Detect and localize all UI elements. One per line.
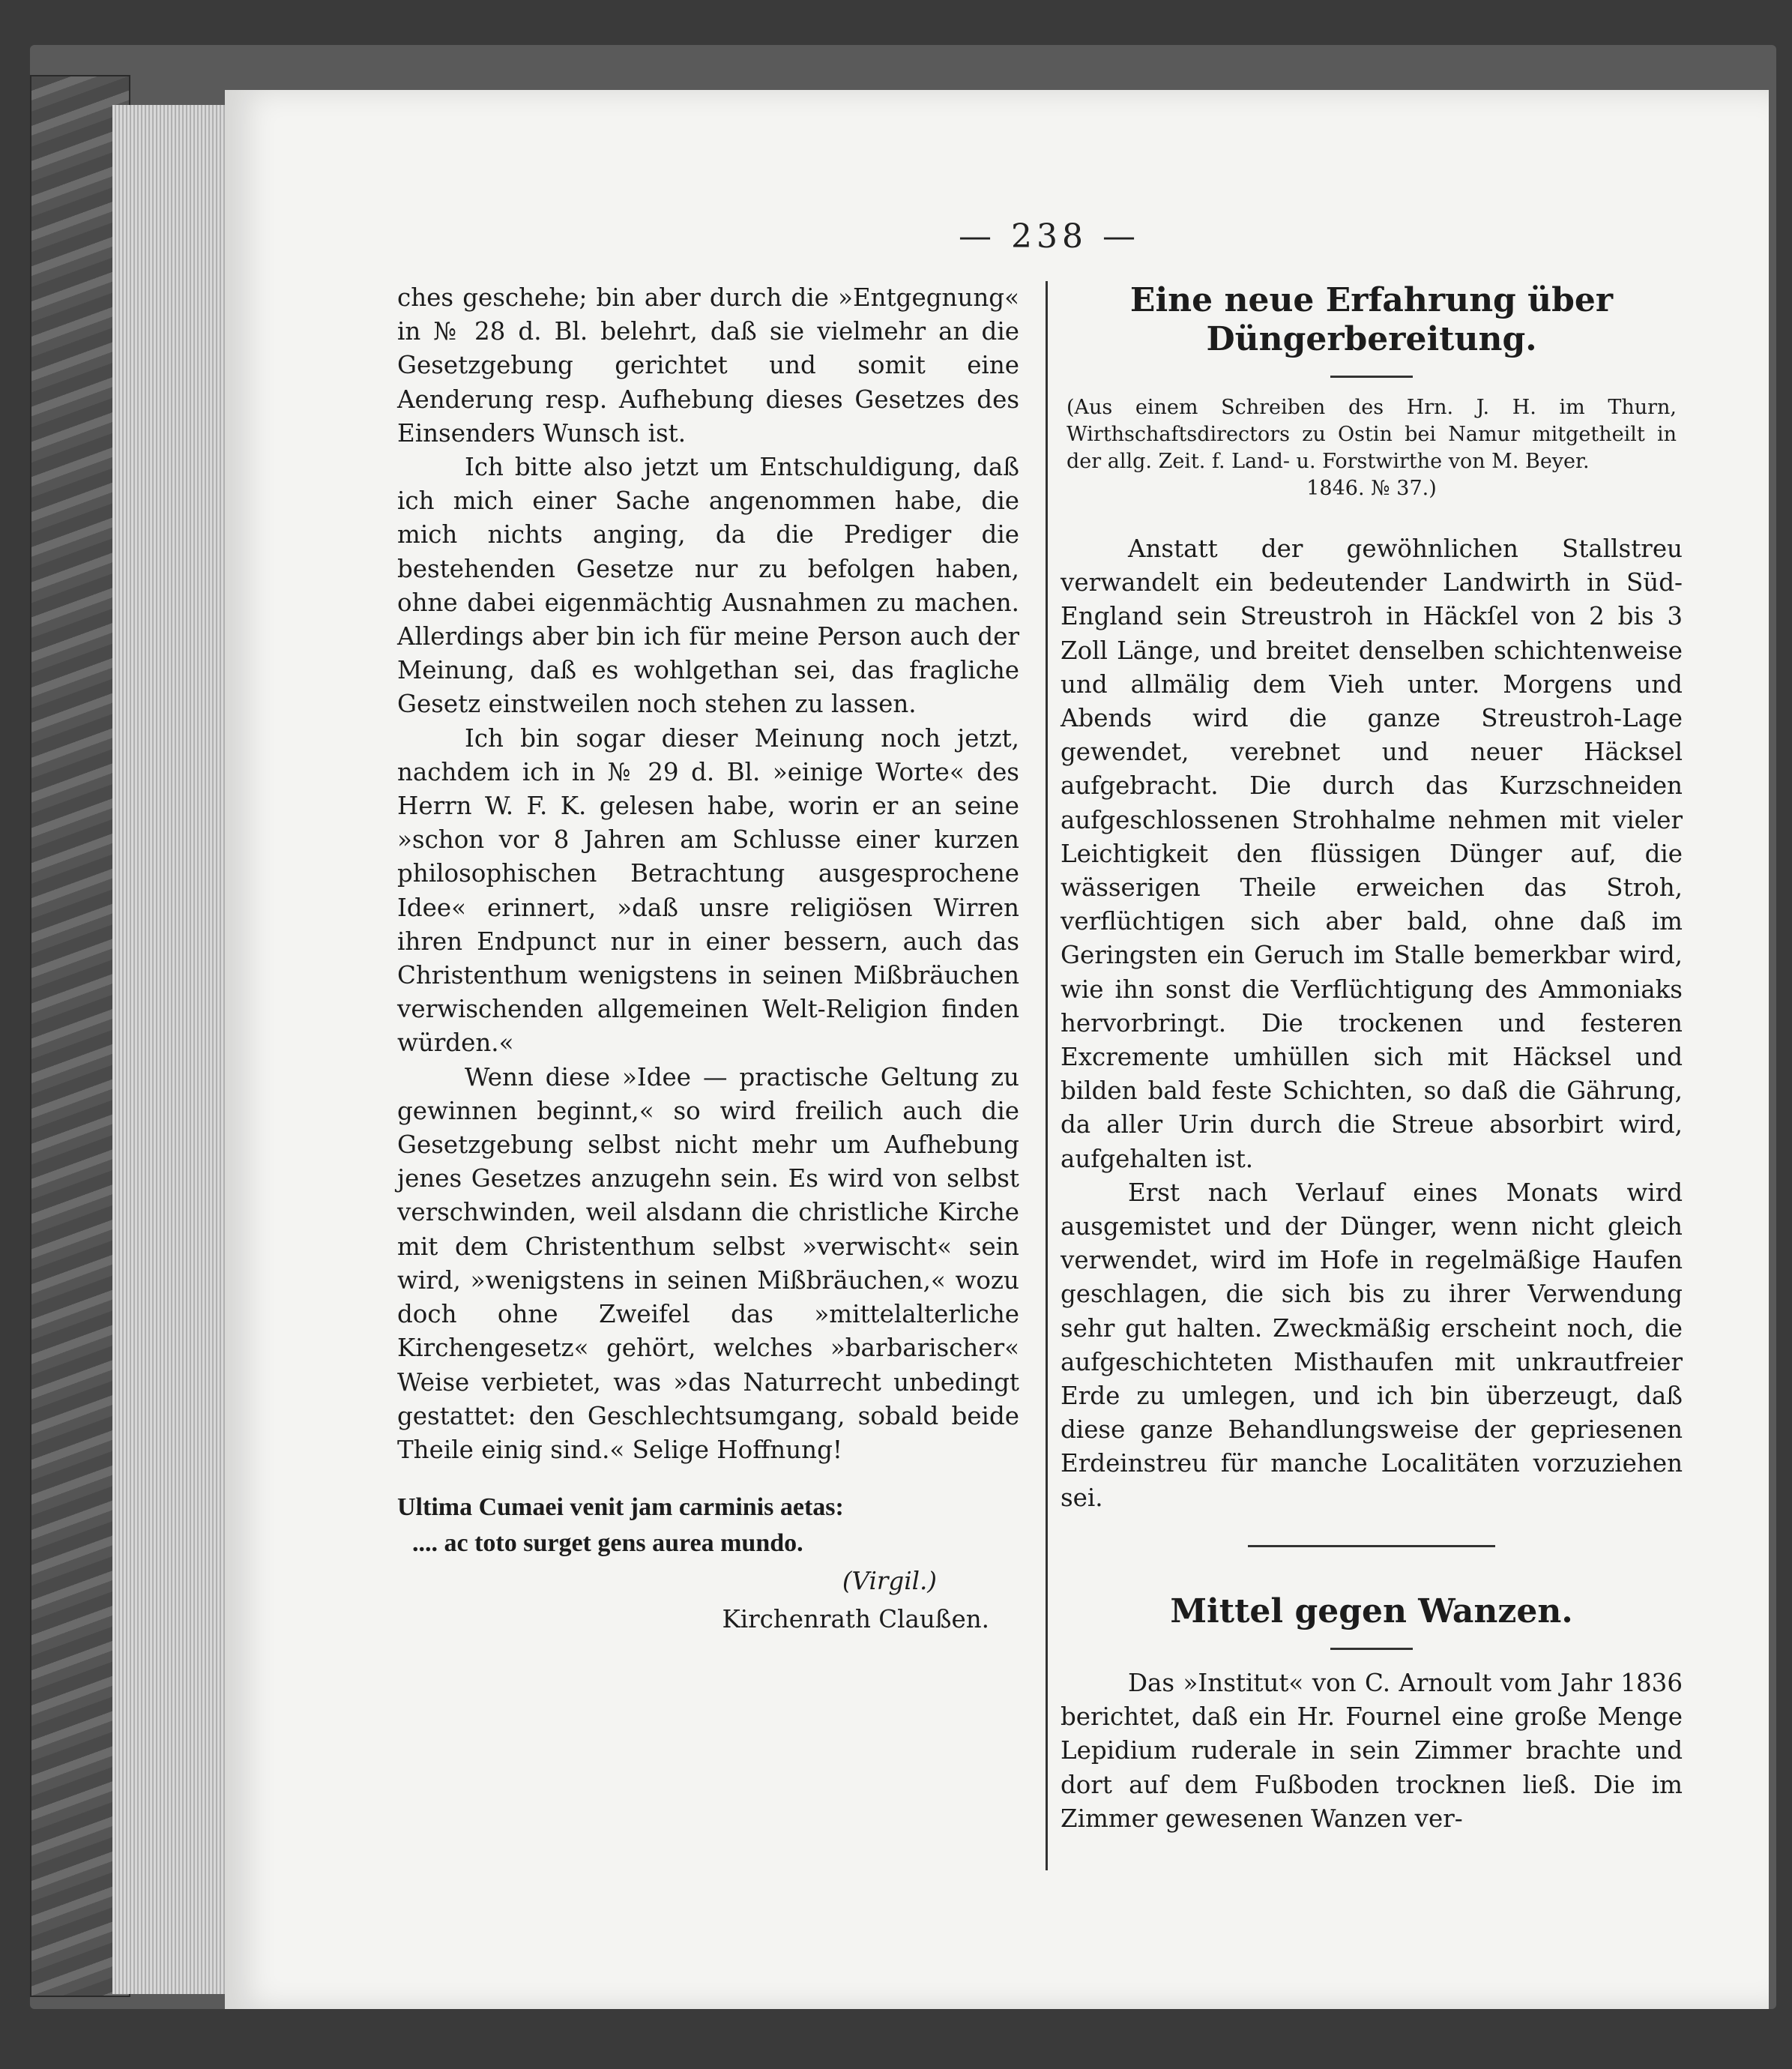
latin-line: .... ac toto surget gens aurea mundo.	[412, 1529, 803, 1558]
paragraph: Ich bitte also jetzt um Entschuldigung, daß ich mich einer Sache angenommen habe, die mich nichts anging, da die Prediger die bestehenden Gesetze nur zu befolgen haben, ohne dabei eigenmächtig Ausnahmen zu machen. Allerdings aber bin ich für meine Person auch der Meinung, daß es wohlgethan sei, das fragliche Gesetz einstweilen noch stehen zu lassen.	[397, 453, 1019, 719]
rule	[1330, 1648, 1413, 1650]
paragraph: ches geschehe; bin aber durch die »Entgegnung« in № 28 d. Bl. belehrt, daß sie vielmehr an die Gesetzgebung gerichtet und somit eine Aenderung resp. Aufhebung dieses Gesetzes des Einsenders Wunsch ist.	[397, 283, 1019, 448]
source-citation: 1846. № 37.)	[1306, 477, 1437, 500]
source-note	[1061, 394, 1683, 502]
article-heading: Mittel gegen Wanzen.	[1170, 1591, 1573, 1630]
paragraph: Erst nach Verlauf eines Monats wird ausgemistet und der Dünger, wenn nicht gleich verwendet, wird im Hofe in regelmäßige Haufen geschlagen, die sich bis zu ihrer Verwendung sehr gut halten. Zweckmäßig erscheint noch, die aufgeschichteten Misthaufen mit unkrautfreier Erde zu umlegen, und ich bin überzeugt, daß diese ganze Behandlungsweise der gepriesenen Erdeinstreu für manche Localitäten vorzuziehen sei.	[1061, 1178, 1683, 1512]
paragraph: Wenn diese »Idee — practische Geltung zu gewinnen beginnt,« so wird freilich auch die Gesetzgebung selbst nicht mehr um Aufhebung jenes Gesetzes anzugehn sein. Es wird von selbst verschwinden, weil alsdann die christliche Kirche mit dem Christenthum selbst »verwischt« sein wird, »wenigstens in seinen Mißbräuchen,« wozu doch ohne Zweifel das »mittelalterliche Kirchengesetz« gehört, welches »barbarischer« Weise verbietet, was »das Naturrecht unbedingt gestattet: den Geschlechtsumgang, sobald beide Theile einig sind.« Selige Hoffnung!	[397, 1062, 1019, 1464]
page-edges	[112, 105, 240, 1994]
left-column	[397, 281, 1019, 1637]
rule	[1330, 376, 1413, 378]
column-divider	[1046, 281, 1048, 1870]
section-rule	[1248, 1545, 1495, 1547]
paragraph: Anstatt der gewöhnlichen Stallstreu verwandelt ein bedeutender Landwirth in Süd-England sein Streustroh in Häckſel von 2 bis 3 Zoll Länge, und breitet denselben schichtenweise und allmälig dem Vieh unter. Morgens und Abends wird die ganze Streustroh-Lage gewendet, verebnet und neuer Häcksel aufgebracht. Die durch das Kurzschneiden aufgeschlossenen Strohhalme nehmen mit vieler Leichtigkeit den flüssigen Dünger auf, die wässerigen Theile erweichen das Stroh, verflüchtigen sich aber bald, ohne daß im Geringsten ein Geruch im Stalle bemerkbar wird, wie ihn sonst die Verflüchtigung des Ammoniaks hervorbringt. Die trockenen und festeren Excremente umhüllen sich mit Häcksel und bilden bald feste Schichten, so daß die Gährung, da aller Urin durch die Streue absorbirt wird, aufgehalten ist.	[1061, 534, 1683, 1173]
right-column	[1061, 281, 1683, 1836]
paragraph: Ich bin sogar dieser Meinung noch jetzt, nachdem ich in № 29 d. Bl. »einige Worte« des Herrn W. F. K. gelesen habe, worin er an seine »schon vor 8 Jahren am Schlusse einer kurzen philosophischen Betrachtung ausgesprochene Idee« erinnert, »daß unsre religiösen Wirren ihren Endpunct nur in einer bessern, auch das Christenthum wenigstens in seinen Mißbräuchen verwischenden allgemeinen Welt-Religion finden würden.«	[397, 723, 1019, 1058]
article-heading: Eine neue Erfahrung über Düngerbereitung.	[1129, 281, 1614, 358]
source-text: (Aus einem Schreiben des Hrn. J. H. im Thurn, Wirthschaftsdirectors zu Ostin bei Namur mitgetheilt in der allg. Zeit. f. Land- u. Forstwirthe von M. Beyer.	[1067, 396, 1677, 473]
author-signature: Kirchenrath Claußen.	[722, 1605, 989, 1634]
page-number: — 238 —	[959, 217, 1140, 256]
quote-attribution: (Virgil.)	[842, 1567, 937, 1596]
latin-quote	[397, 1490, 1019, 1561]
paragraph: Das »Institut« von C. Arnoult vom Jahr 1836 berichtet, daß ein Hr. Fournel eine große Menge Lepidium ruderale in sein Zimmer brachte und dort auf dem Fußboden trocknen ließ. Die im Zimmer gewesenen Wanzen ver-	[1061, 1668, 1683, 1833]
latin-line: Ultima Cumaei venit jam carminis aetas:	[397, 1493, 844, 1522]
